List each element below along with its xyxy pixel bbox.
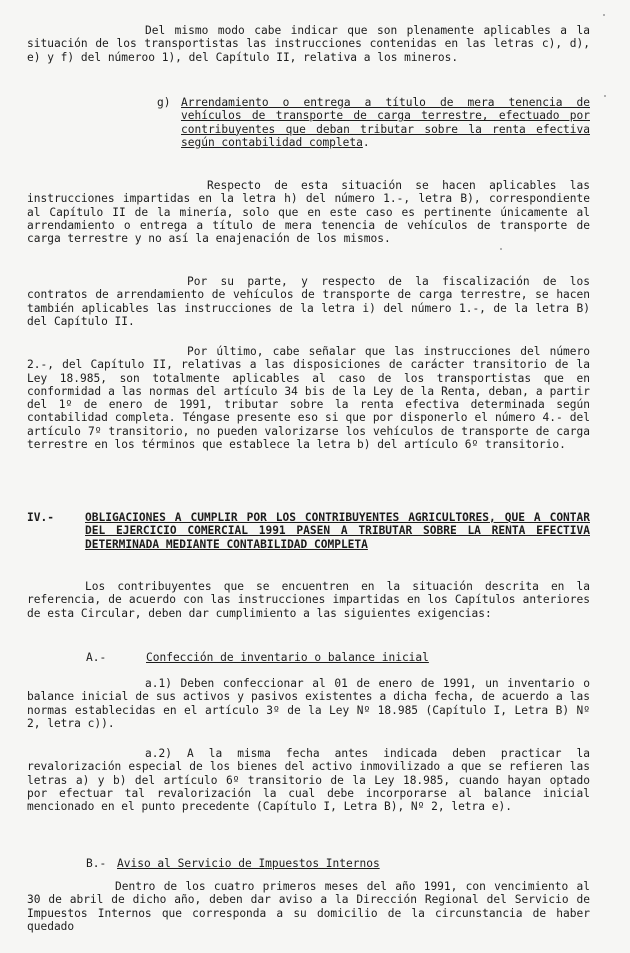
item-g-heading	[181, 96, 590, 149]
scan-speck	[603, 14, 605, 16]
item-g-label: g)	[157, 96, 171, 109]
scan-speck	[604, 95, 606, 97]
scan-speck	[500, 248, 502, 250]
subsection-b-text: Dentro de los cuatro primeros meses del año 1991, con vencimiento al 30 de abril de dicho año, deben dar aviso a la Dirección Regional del Servicio de Impuestos Internos que corresponda a su domicilio de la circunstancia de haber quedado	[27, 880, 590, 933]
subsection-a-title: Confección de inventario o balance inicial	[146, 651, 429, 664]
item-a1-text: a.1) Deben confeccionar al 01 de enero de 1991, un inventario o balance inicial de sus activos y pasivos existentes a dicha fecha, de acuerdo a las normas establecidas en el artículo 3º de la Ley Nº 18.985 (Capítulo I, Letra B) Nº 2, letra c)).	[27, 677, 590, 730]
item-g-title: Arrendamiento o entrega a título de mera tenencia de vehículos de transporte de carga terrestre, efectuado por contribuyentes que deban tributar sobre la renta efectiva según contabilidad completa	[181, 96, 590, 149]
subsection-a-label: A.-	[86, 651, 107, 664]
section-iv-number: IV.-	[27, 511, 54, 524]
paragraph-fiscalizacion-contratos: Por su parte, y respecto de la fiscalización de los contratos de arrendamiento de vehículos de transporte de carga terrestre, se hacen también aplicables las instrucciones de la letra i) del número 1.-, de la letra B) del Capítulo II.	[27, 275, 590, 328]
subsection-b-title: Aviso al Servicio de Impuestos Internos	[117, 857, 380, 870]
item-a2-text: a.2) A la misma fecha antes indicada deben practicar la revalorización especial de los bienes del activo inmovilizado a que se refieren las letras a) y b) del artículo 6º transitorio de la Ley 18.985, cuando hayan optado por efectuar tal revalorización la cual debe incorporarse al balance inicial mencionado en el punto precedente (Capítulo I, Letra B), Nº 2, letra e).	[27, 747, 590, 814]
subsection-b-label: B.-	[86, 857, 107, 870]
paragraph-respecto-situacion: Respecto de esta situación se hacen aplicables las instrucciones impartidas en la letra h) del número 1.-, letra B), correspondiente al Capítulo II de la minería, solo que en este caso es pertinente únicamente al arrendamiento o entrega a título de mera tenencia de vehículos de transporte de carga terrestre y no así la enajenación de los mismos.	[27, 179, 590, 246]
section-iv-intro: Los contribuyentes que se encuentren en la situación descrita en la referencia, de acuerdo con las instrucciones impartidas en los Capítulos anteriores de esta Circular, deben dar cumplimiento a las siguientes exigencias:	[27, 580, 590, 620]
paragraph-disposiciones-transitorias: Por último, cabe señalar que las instrucciones del número 2.-, del Capítulo II, relativas a las disposiciones de carácter transitorio de la Ley 18.985, son totalmente aplicables al caso de los transportistas que en conformidad a las normas del artículo 34 bis de la Ley de la Renta, deban, a partir del 1º de enero de 1991, tributar sobre la renta efectiva determinada según contabilidad completa. Téngase presente eso si que por disponerlo el número 4.- del artículo 7º transitorio, no pueden valorizarse los vehículos de transporte de carga terrestre en los términos que establece la letra b) del artículo 6º transitorio.	[27, 345, 590, 452]
section-iv-title: OBLIGACIONES A CUMPLIR POR LOS CONTRIBUYENTES AGRICULTORES, QUE A CONTAR DEL EJERCICIO COMERCIAL 1991 PASEN A TRIBUTAR SOBRE LA RENTA EFECTIVA DETERMINADA MEDIANTE CONTABILIDAD COMPLETA	[85, 511, 590, 551]
item-g-period: .	[362, 135, 370, 149]
paragraph-transportistas-instrucciones: Del mismo modo cabe indicar que son plenamente aplicables a la situación de los transportistas las instrucciones contenidas en las letras c), d), e) y f) del númeroo 1), del Capítulo II, relativa a los mineros.	[27, 24, 590, 64]
